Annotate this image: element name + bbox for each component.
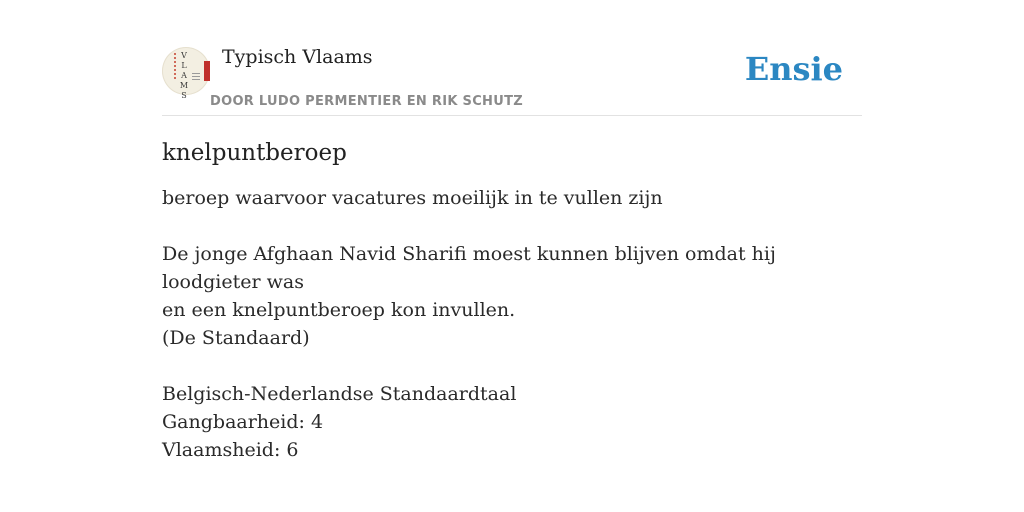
vlaamsheid-score: Vlaamsheid: 6: [162, 439, 299, 461]
language-variety: Belgisch-Nederlandse Standaardtaal: [162, 383, 517, 405]
entry-card: [162, 40, 862, 464]
cover-red-stripe: [204, 61, 210, 81]
author-byline: DOOR LUDO PERMENTIER EN RIK SCHUTZ: [210, 94, 523, 109]
cover-decoration: [174, 53, 176, 81]
spacer: [162, 212, 862, 240]
cover-title-text: V L A M S: [179, 51, 189, 100]
example-text-line-2: en een knelpuntberoep kon invullen.: [162, 299, 516, 321]
entry-body: [162, 184, 862, 464]
book-cover-avatar[interactable]: [162, 47, 210, 100]
entry-term: knelpuntberoep: [162, 140, 347, 166]
gangbaarheid-score: Gangbaarheid: 4: [162, 411, 324, 433]
spacer: [162, 352, 862, 380]
ensie-logo[interactable]: Ensie: [744, 50, 843, 88]
book-title-link[interactable]: Typisch Vlaams: [222, 46, 373, 68]
entry-header: [162, 40, 862, 116]
definition-text: beroep waarvoor vacatures moeilijk in te vullen zijn: [162, 187, 663, 209]
example-text-line-1: De jonge Afghaan Navid Sharifi moest kunnen blijven omdat hij loodgieter was: [162, 243, 776, 293]
example-source: (De Standaard): [162, 327, 310, 349]
cover-small-print: [192, 73, 200, 81]
